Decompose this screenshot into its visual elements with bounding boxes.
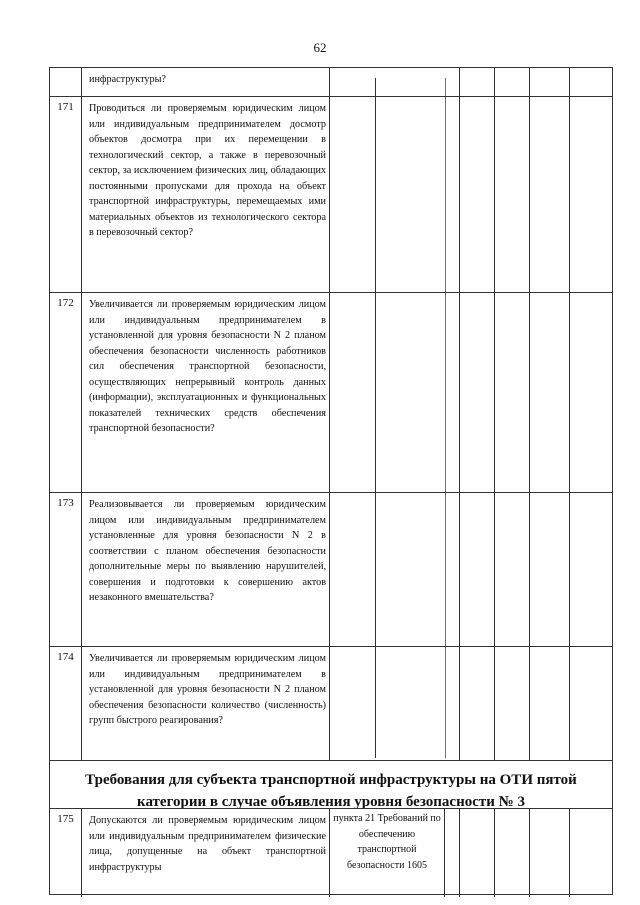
answer-cell — [445, 293, 460, 493]
page-number: 62 — [313, 40, 327, 55]
answer-cell — [530, 68, 570, 96]
table-row — [50, 68, 612, 96]
table-row — [50, 808, 612, 897]
answer-cell — [495, 68, 530, 96]
notes-cell — [570, 293, 614, 493]
table-row — [50, 96, 612, 293]
requirement-cell — [330, 647, 445, 761]
table-row — [50, 646, 612, 761]
answer-cell — [495, 97, 530, 293]
answer-cell — [530, 493, 570, 647]
question-cell — [82, 647, 330, 761]
requirement-cell — [330, 293, 445, 493]
table-row — [50, 492, 612, 647]
section-heading: Требования для субъекта транспортной инфраструктуры на ОТИ пятой категории в случае объявления уровня безопасности № 3 — [85, 772, 577, 810]
row-number: 171 — [50, 97, 82, 293]
row-number: 174 — [50, 647, 82, 761]
table-row — [50, 292, 612, 493]
column-rule — [375, 78, 376, 758]
answer-cell — [445, 809, 460, 897]
answer-cell — [530, 293, 570, 493]
answer-cell — [445, 493, 460, 647]
notes-cell — [570, 647, 614, 761]
row-number: 175 — [50, 809, 82, 897]
answer-cell — [460, 97, 495, 293]
answer-cell — [460, 493, 495, 647]
question-text: Реализовывается ли проверяемым юридическим лицом или индивидуальным предпринимателем установленные для уровня безопасности N 2 в соответствии с планом обеспечения безопасности дополнительные меры по выявлению нарушителей, совершения и подготовки к совершению актов незаконного вмешательства? — [89, 499, 326, 603]
question-text: Проводиться ли проверяемым юридическим лицом или индивидуальным предпринимателем досмотр объектов досмотра при их перемещении в технологический сектор, а также в перевозочный сектор, за исключением физических лиц, обладающих постоянными пропусками для прохода на объект транспортной инфраструктуры, перемещаемых ими материальных объектов из технологического сектора в перевозочный сектор? — [89, 103, 326, 238]
answer-cell — [495, 647, 530, 761]
requirement-cell — [330, 68, 445, 96]
section-row — [50, 760, 612, 809]
answer-cell — [460, 647, 495, 761]
question-cell — [82, 809, 330, 897]
answer-cell — [495, 293, 530, 493]
answer-cell — [445, 97, 460, 293]
column-rule — [445, 78, 446, 758]
requirement-cell — [330, 97, 445, 293]
question-cell — [82, 293, 330, 493]
notes-cell — [570, 809, 614, 897]
requirement-reference: пункта 21 Требований по обеспечению транспортной безопасности 1605 — [333, 813, 441, 871]
question-cell — [82, 97, 330, 293]
notes-cell — [570, 493, 614, 647]
answer-cell — [460, 293, 495, 493]
answer-cell — [530, 647, 570, 761]
answer-cell — [530, 97, 570, 293]
answer-cell — [445, 647, 460, 761]
checklist-table — [49, 67, 613, 895]
answer-cell — [460, 68, 495, 96]
notes-cell — [570, 97, 614, 293]
requirement-cell — [330, 493, 445, 647]
row-number — [50, 68, 82, 96]
answer-cell — [445, 68, 460, 96]
notes-cell — [570, 68, 614, 96]
row-number: 173 — [50, 493, 82, 647]
question-cell — [82, 493, 330, 647]
question-text: Увеличивается ли проверяемым юридическим лицом или индивидуальным предпринимателем в установленной для уровня безопасности N 2 планом обеспечения безопасности численность работников сил обеспечения транспортной безопасности, осуществляющих непрерывный контроль данных (информации), эксплуатационных и функциональных показателей технических средств обеспечения транспортной безопасности? — [89, 299, 326, 434]
question-text: инфраструктуры? — [89, 74, 166, 85]
answer-cell — [530, 809, 570, 897]
answer-cell — [495, 809, 530, 897]
question-text: Увеличивается ли проверяемым юридическим лицом или индивидуальным предпринимателем в установленной для уровня безопасности N 2 планом обеспечения безопасности количество (численность) групп быстрого реагирования? — [89, 653, 326, 726]
question-cell — [82, 68, 330, 96]
row-number: 172 — [50, 293, 82, 493]
answer-cell — [460, 809, 495, 897]
question-text: Допускаются ли проверяемым юридическим лицом или индивидуальным предпринимателем физические лица, допущенные на объект транспортной инфраструктуры — [89, 815, 326, 873]
answer-cell — [495, 493, 530, 647]
requirement-cell — [330, 809, 445, 897]
